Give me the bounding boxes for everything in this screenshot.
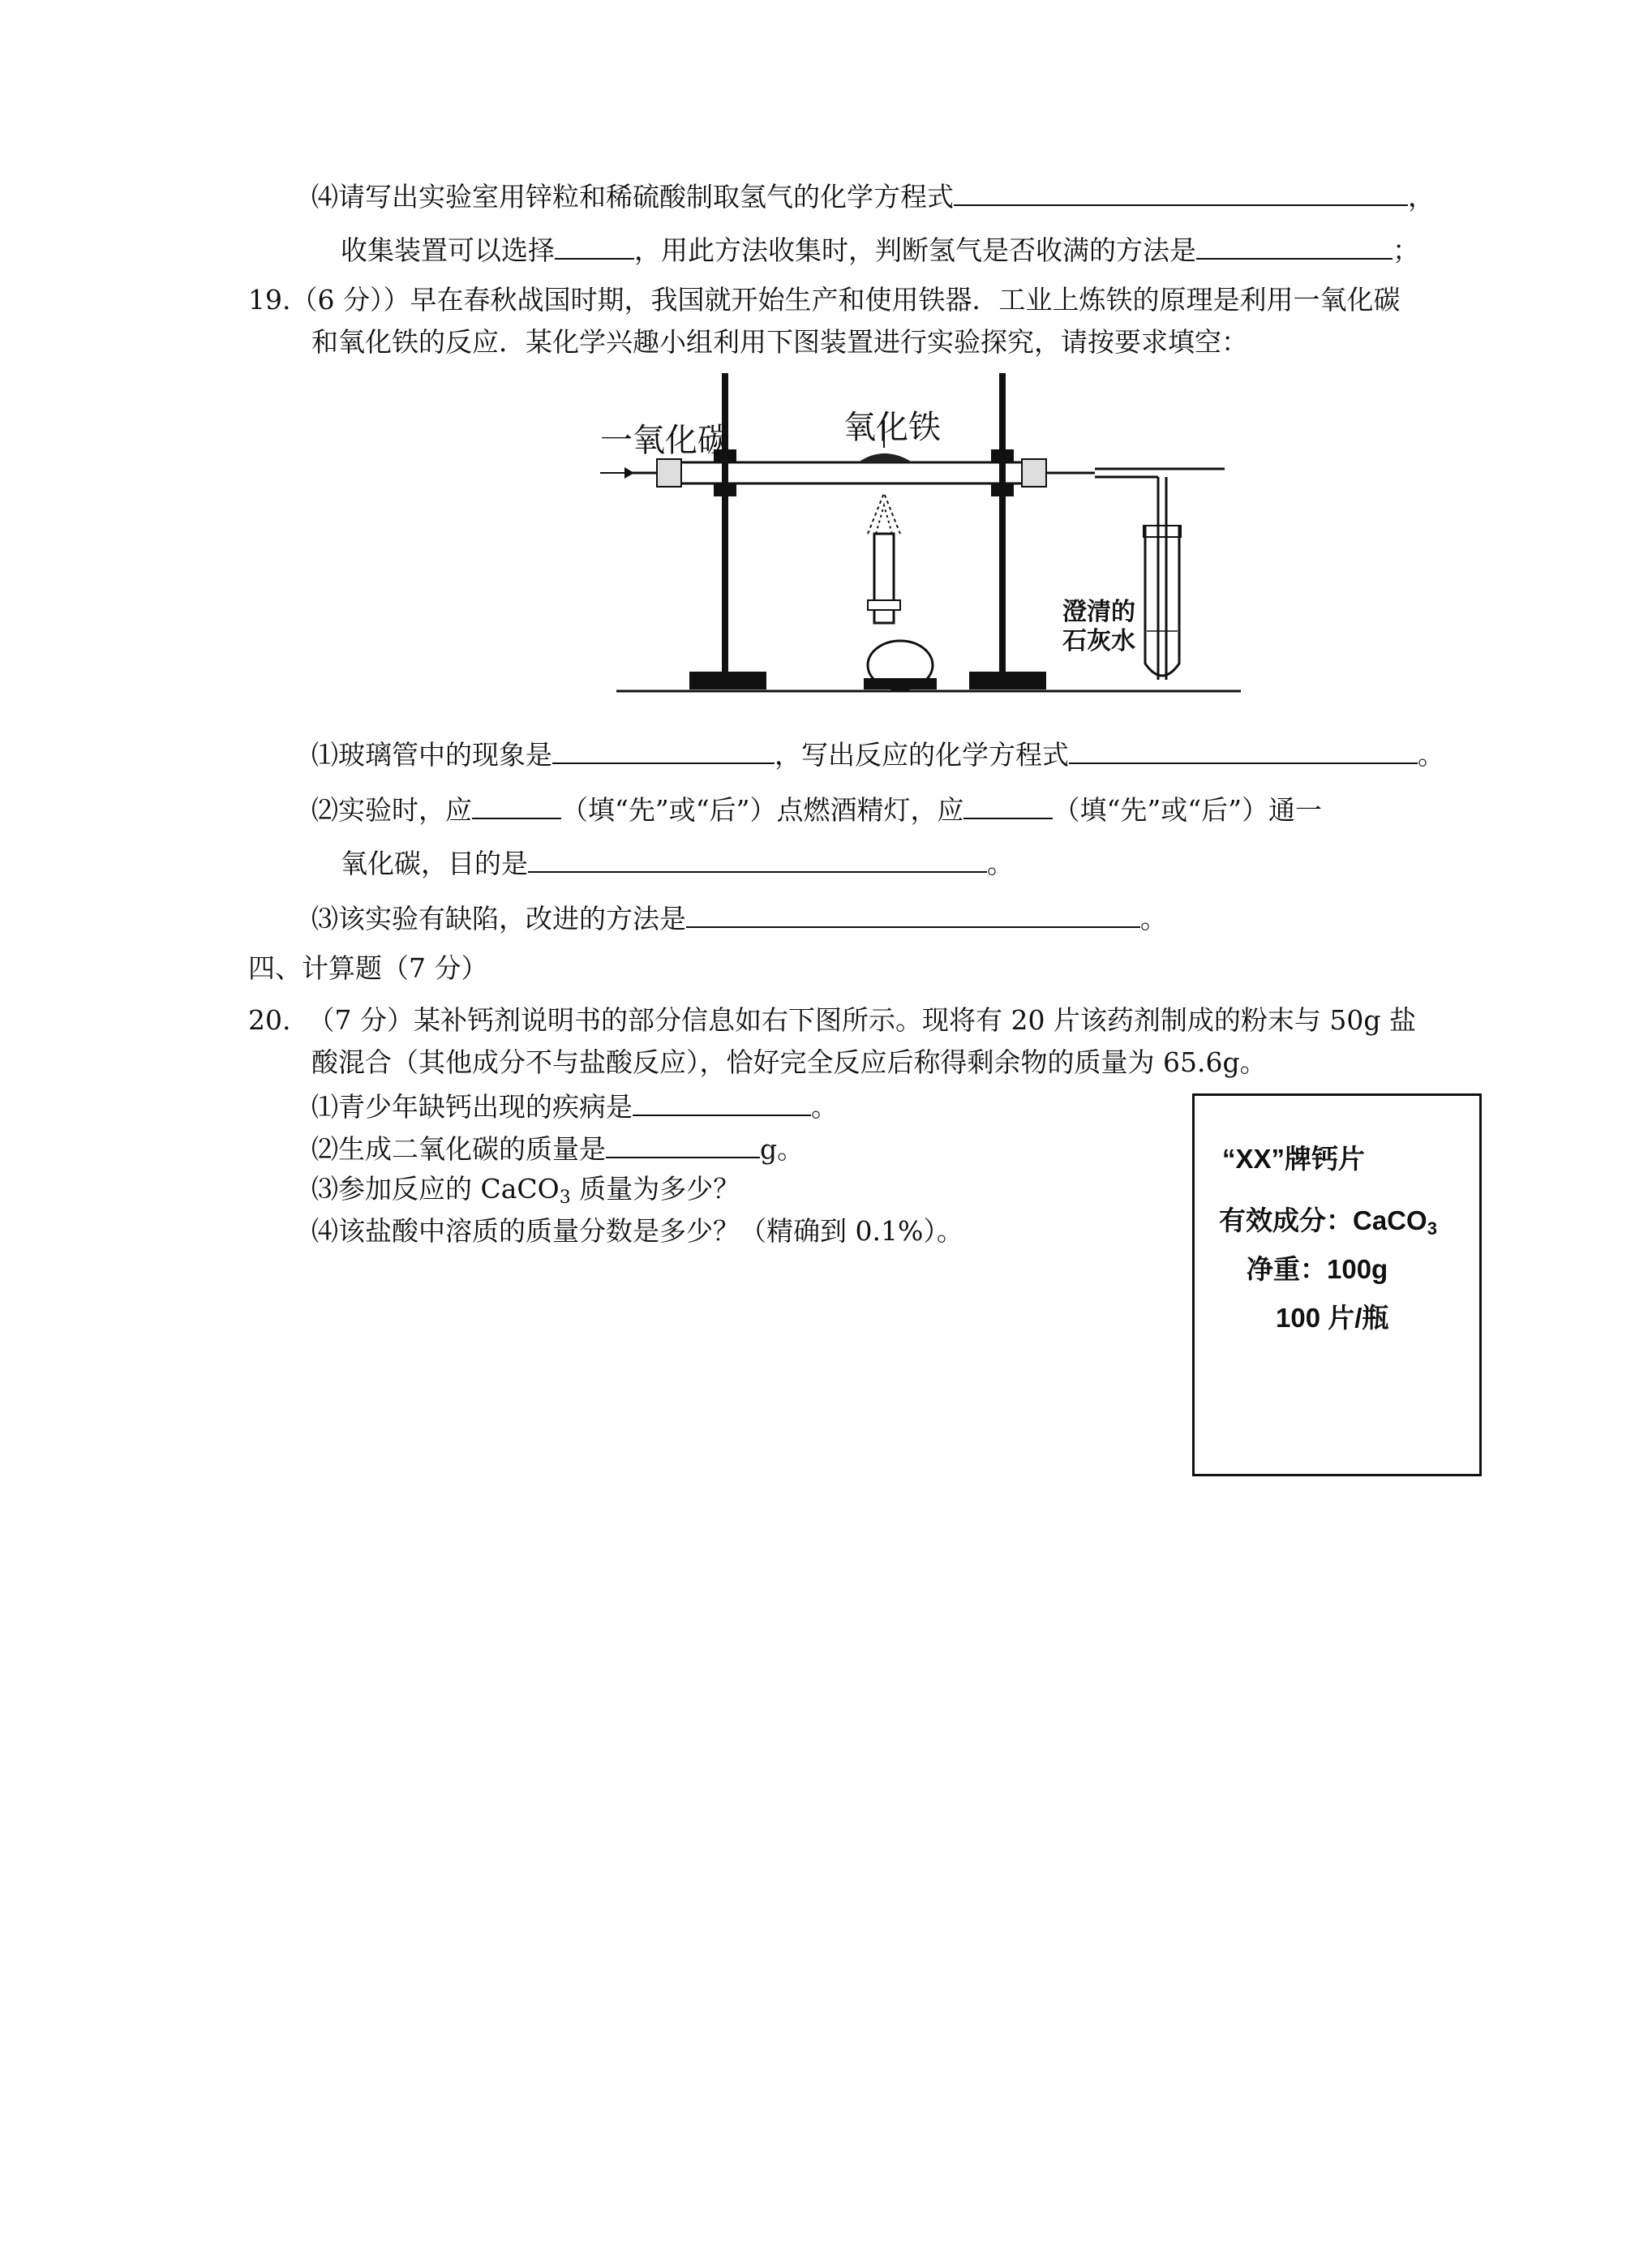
q18-4-full-check-blank[interactable] [1196,230,1393,260]
q20-part1: ⑴青少年缺钙出现的疾病是 。 [311,1087,838,1125]
q18-4-prompt: ⑷请写出实验室用锌粒和稀硫酸制取氢气的化学方程式 [311,181,954,213]
q19-part1: ⑴玻璃管中的现象是 ，写出反应的化学方程式 。 [311,735,1444,773]
q19-part2-line2: 氧化碳，目的是 。 [341,844,1014,882]
q19-intro-line2: 和氧化铁的反应．某化学兴趣小组利用下图装置进行实验探究，请按要求填空： [311,326,1248,358]
q19-equation-blank[interactable] [1069,735,1418,764]
box-count: 100 片/瓶 [1276,1303,1389,1333]
label-limewater-1: 澄清的 [1062,598,1135,626]
co-reduction-apparatus-figure [600,363,1249,712]
label-iron-oxide: 氧化铁 [843,409,941,446]
q20-part2: ⑵生成二氧化碳的质量是 g。 [311,1129,804,1167]
q20-part3: ⑶参加反应的 CaCO$_3$ 质量为多少？ [311,1173,740,1208]
q20-intro-line2: 酸混合（其他成分不与盐酸反应），恰好完全反应后称得剩余物的质量为 65.6g。 [311,1046,1267,1078]
section4-title: 四、计算题（7 分） [248,952,488,984]
box-title: “XX”牌钙片 [1222,1144,1366,1174]
box-ingredient: 有效成分：CaCO$_3$ [1219,1205,1437,1239]
q20-co2-mass-blank[interactable] [606,1129,760,1158]
label-limewater-2: 石灰水 [1062,627,1135,655]
label-carbon-monoxide: 一氧化碳 [600,422,730,459]
q19-purpose-blank[interactable] [528,844,987,873]
box-net-weight: 净重：100g [1247,1254,1388,1284]
q19-part3: ⑶该实验有缺陷，改进的方法是 。 [311,899,1167,937]
q18-4-line1: ⑷请写出实验室用锌粒和稀硫酸制取氢气的化学方程式 ， [311,177,1435,215]
q19-lamp-order-blank[interactable] [472,790,561,819]
calcium-tablet-label-box [1192,1093,1482,1476]
q19-intro-line1: 19.（6 分））早在春秋战国时期，我国就开始生产和使用铁器．工业上炼铁的原理是利用一氧化碳 [248,284,1401,316]
q19-phenomenon-blank[interactable] [552,735,775,764]
q19-improvement-blank[interactable] [686,899,1140,928]
q20-disease-blank[interactable] [633,1087,811,1116]
q19-number: 19. [248,284,291,316]
q20-number: 20. [248,1004,291,1036]
q18-4-collection-blank[interactable] [555,230,634,260]
q20-intro-line1: 20. （7 分）某补钙剂说明书的部分信息如右下图所示。现将有 20 片该药剂制成的粉末与 50g 盐 [248,1004,1417,1036]
q19-part2-line1: ⑵实验时，应 （填“先”或“后”）点燃酒精灯，应 （填“先”或“后”）通一 [311,790,1322,828]
q18-4-line2: 收集装置可以选择 ，用此方法收集时，判断氢气是否收满的方法是 ； [341,230,1419,268]
q19-co-order-blank[interactable] [963,790,1053,819]
q20-part4: ⑷该盐酸中溶质的质量分数是多少？（精确到 0.1%）。 [311,1215,963,1247]
q18-4-equation-blank[interactable] [954,177,1408,206]
